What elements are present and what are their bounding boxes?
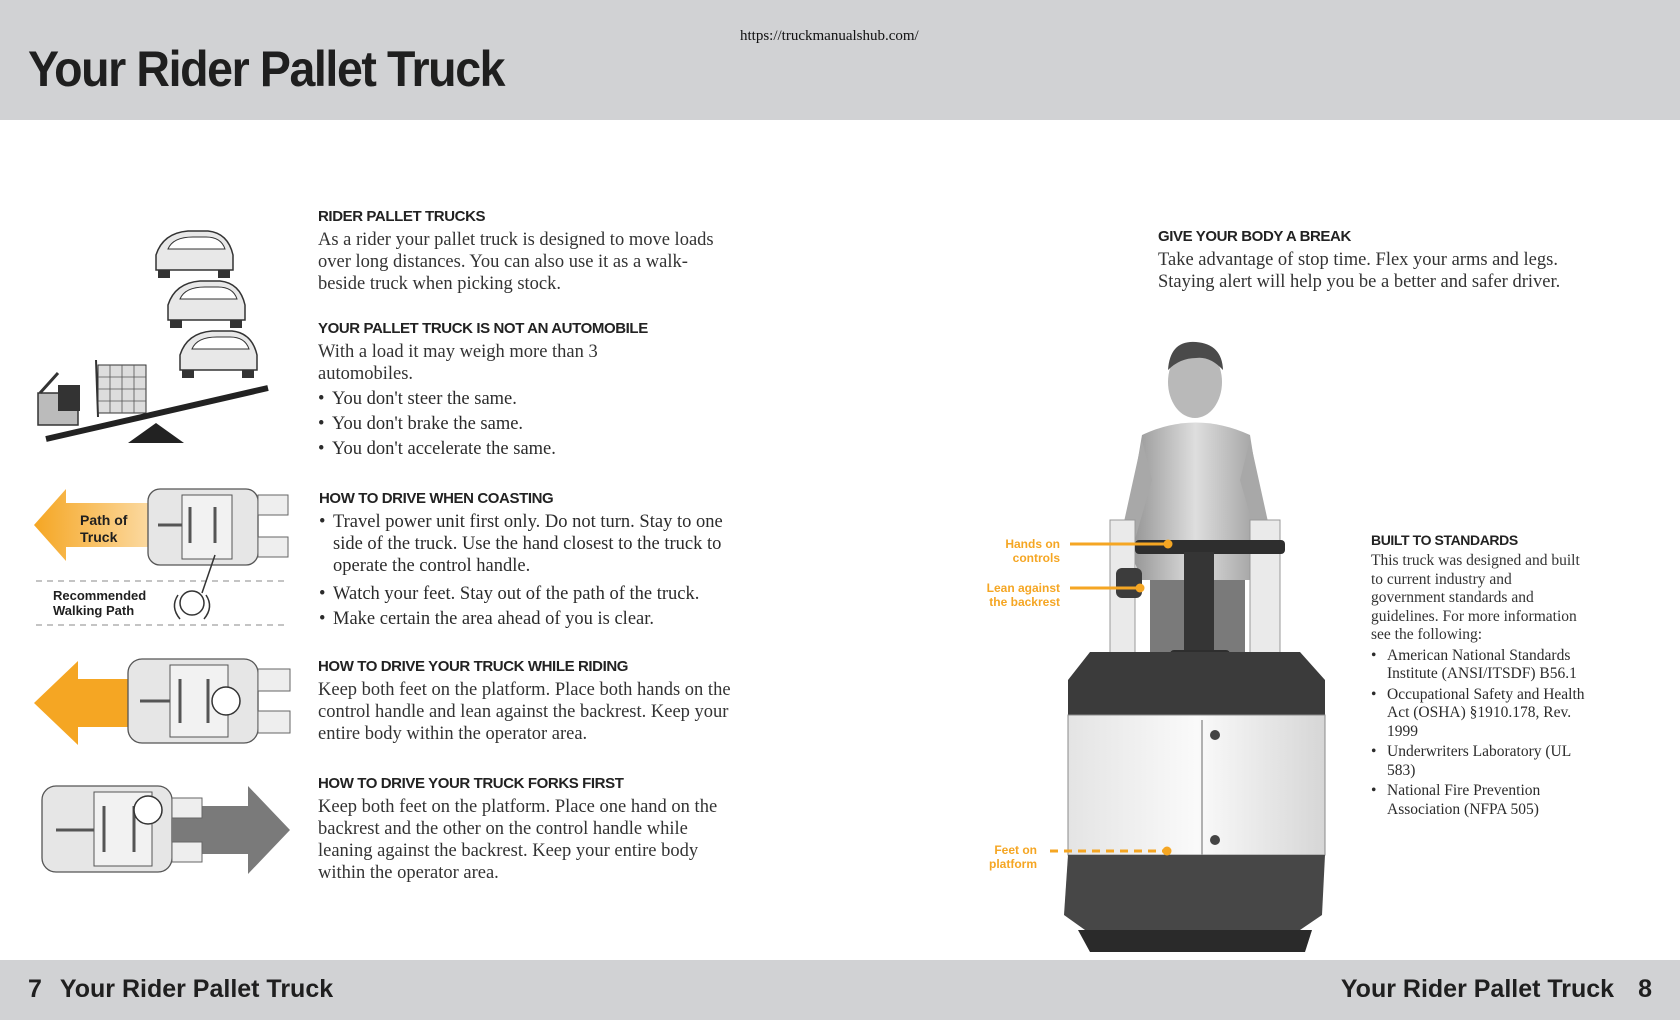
callout-feet-on-platform: Feet on platform bbox=[989, 843, 1037, 871]
list-item: • American National Standards Institute (ANSI/ITSDF) B56.1 bbox=[1371, 647, 1586, 684]
list-item: • Travel power unit first only. Do not turn. Stay to one side of the truck. Use the hand closest to the truck to operate the control handle. bbox=[319, 511, 739, 577]
bullet-list bbox=[318, 388, 648, 460]
list-item: • Watch your feet. Stay out of the path of the truck. bbox=[319, 583, 739, 605]
footer-title-left: Your Rider Pallet Truck bbox=[59, 975, 334, 1003]
section-heading: RIDER PALLET TRUCKS bbox=[318, 208, 486, 225]
footer-title-right: Your Rider Pallet Truck bbox=[1340, 975, 1615, 1003]
section-heading: HOW TO DRIVE WHEN COASTING bbox=[319, 490, 554, 507]
list-item: • You don't steer the same. bbox=[318, 388, 648, 410]
section-body: Keep both feet on the platform. Place both hands on the control handle and lean against the backrest. Keep your entire body within the operator area. bbox=[318, 680, 731, 744]
list-item: • You don't accelerate the same. bbox=[318, 438, 648, 460]
seesaw-illustration bbox=[28, 225, 278, 455]
source-url[interactable]: https://truckmanualshub.com/ bbox=[740, 28, 919, 44]
page-title: Your Rider Pallet Truck bbox=[28, 41, 505, 97]
callout-lean-against-backrest: Lean against the backrest bbox=[986, 581, 1060, 609]
bullet-list bbox=[1371, 647, 1586, 820]
section-body: Take advantage of stop time. Flex your arms and legs. Staying alert will help you be a better and safer driver. bbox=[1158, 250, 1561, 292]
section-heading: BUILT TO STANDARDS bbox=[1371, 532, 1518, 548]
section-heading: YOUR PALLET TRUCK IS NOT AN AUTOMOBILE bbox=[318, 320, 648, 337]
section-rider-pallet-trucks bbox=[318, 208, 718, 295]
section-body: This truck was designed and built to current industry and government standards and guidelines. For more information see the following: bbox=[1371, 552, 1580, 643]
footer-left bbox=[28, 975, 333, 1004]
page-number-right: 8 bbox=[1638, 975, 1652, 1003]
walking-path-label: Recommended Walking Path bbox=[53, 588, 147, 618]
section-body: Keep both feet on the platform. Place one hand on the backrest and the other on the control handle while leaning against the backrest. Keep your entire body within the operator area. bbox=[318, 797, 718, 883]
riding-diagram bbox=[30, 655, 295, 750]
page-number-left: 7 bbox=[28, 975, 42, 1003]
section-heading: HOW TO DRIVE YOUR TRUCK WHILE RIDING bbox=[318, 658, 629, 675]
callout-lines bbox=[1050, 530, 1180, 860]
forks-first-diagram bbox=[38, 780, 298, 880]
section-coasting bbox=[319, 490, 739, 630]
list-item: • Occupational Safety and Health Act (OSHA) §1910.178, Rev. 1999 bbox=[1371, 686, 1586, 742]
path-of-truck-label: Path of Truck bbox=[80, 512, 128, 545]
section-while-riding bbox=[318, 658, 738, 745]
section-not-automobile bbox=[318, 320, 648, 460]
section-forks-first bbox=[318, 775, 738, 884]
section-built-to-standards bbox=[1371, 532, 1586, 819]
section-body-break bbox=[1158, 228, 1588, 293]
list-item: • National Fire Prevention Association (NFPA 505) bbox=[1371, 782, 1586, 819]
list-item: • Underwriters Laboratory (UL 583) bbox=[1371, 743, 1586, 780]
bullet-list bbox=[319, 511, 739, 630]
section-heading: GIVE YOUR BODY A BREAK bbox=[1158, 228, 1351, 245]
callout-hands-on-controls: Hands on controls bbox=[1005, 537, 1060, 565]
section-heading: HOW TO DRIVE YOUR TRUCK FORKS FIRST bbox=[318, 775, 624, 792]
section-body: With a load it may weigh more than 3 automobiles. bbox=[318, 342, 598, 384]
section-body: As a rider your pallet truck is designed to move loads over long distances. You can also use it as a walk-beside truck when picking stock. bbox=[318, 230, 714, 294]
footer-right bbox=[1341, 975, 1652, 1004]
list-item: • You don't brake the same. bbox=[318, 413, 648, 435]
list-item: • Make certain the area ahead of you is clear. bbox=[319, 608, 739, 630]
